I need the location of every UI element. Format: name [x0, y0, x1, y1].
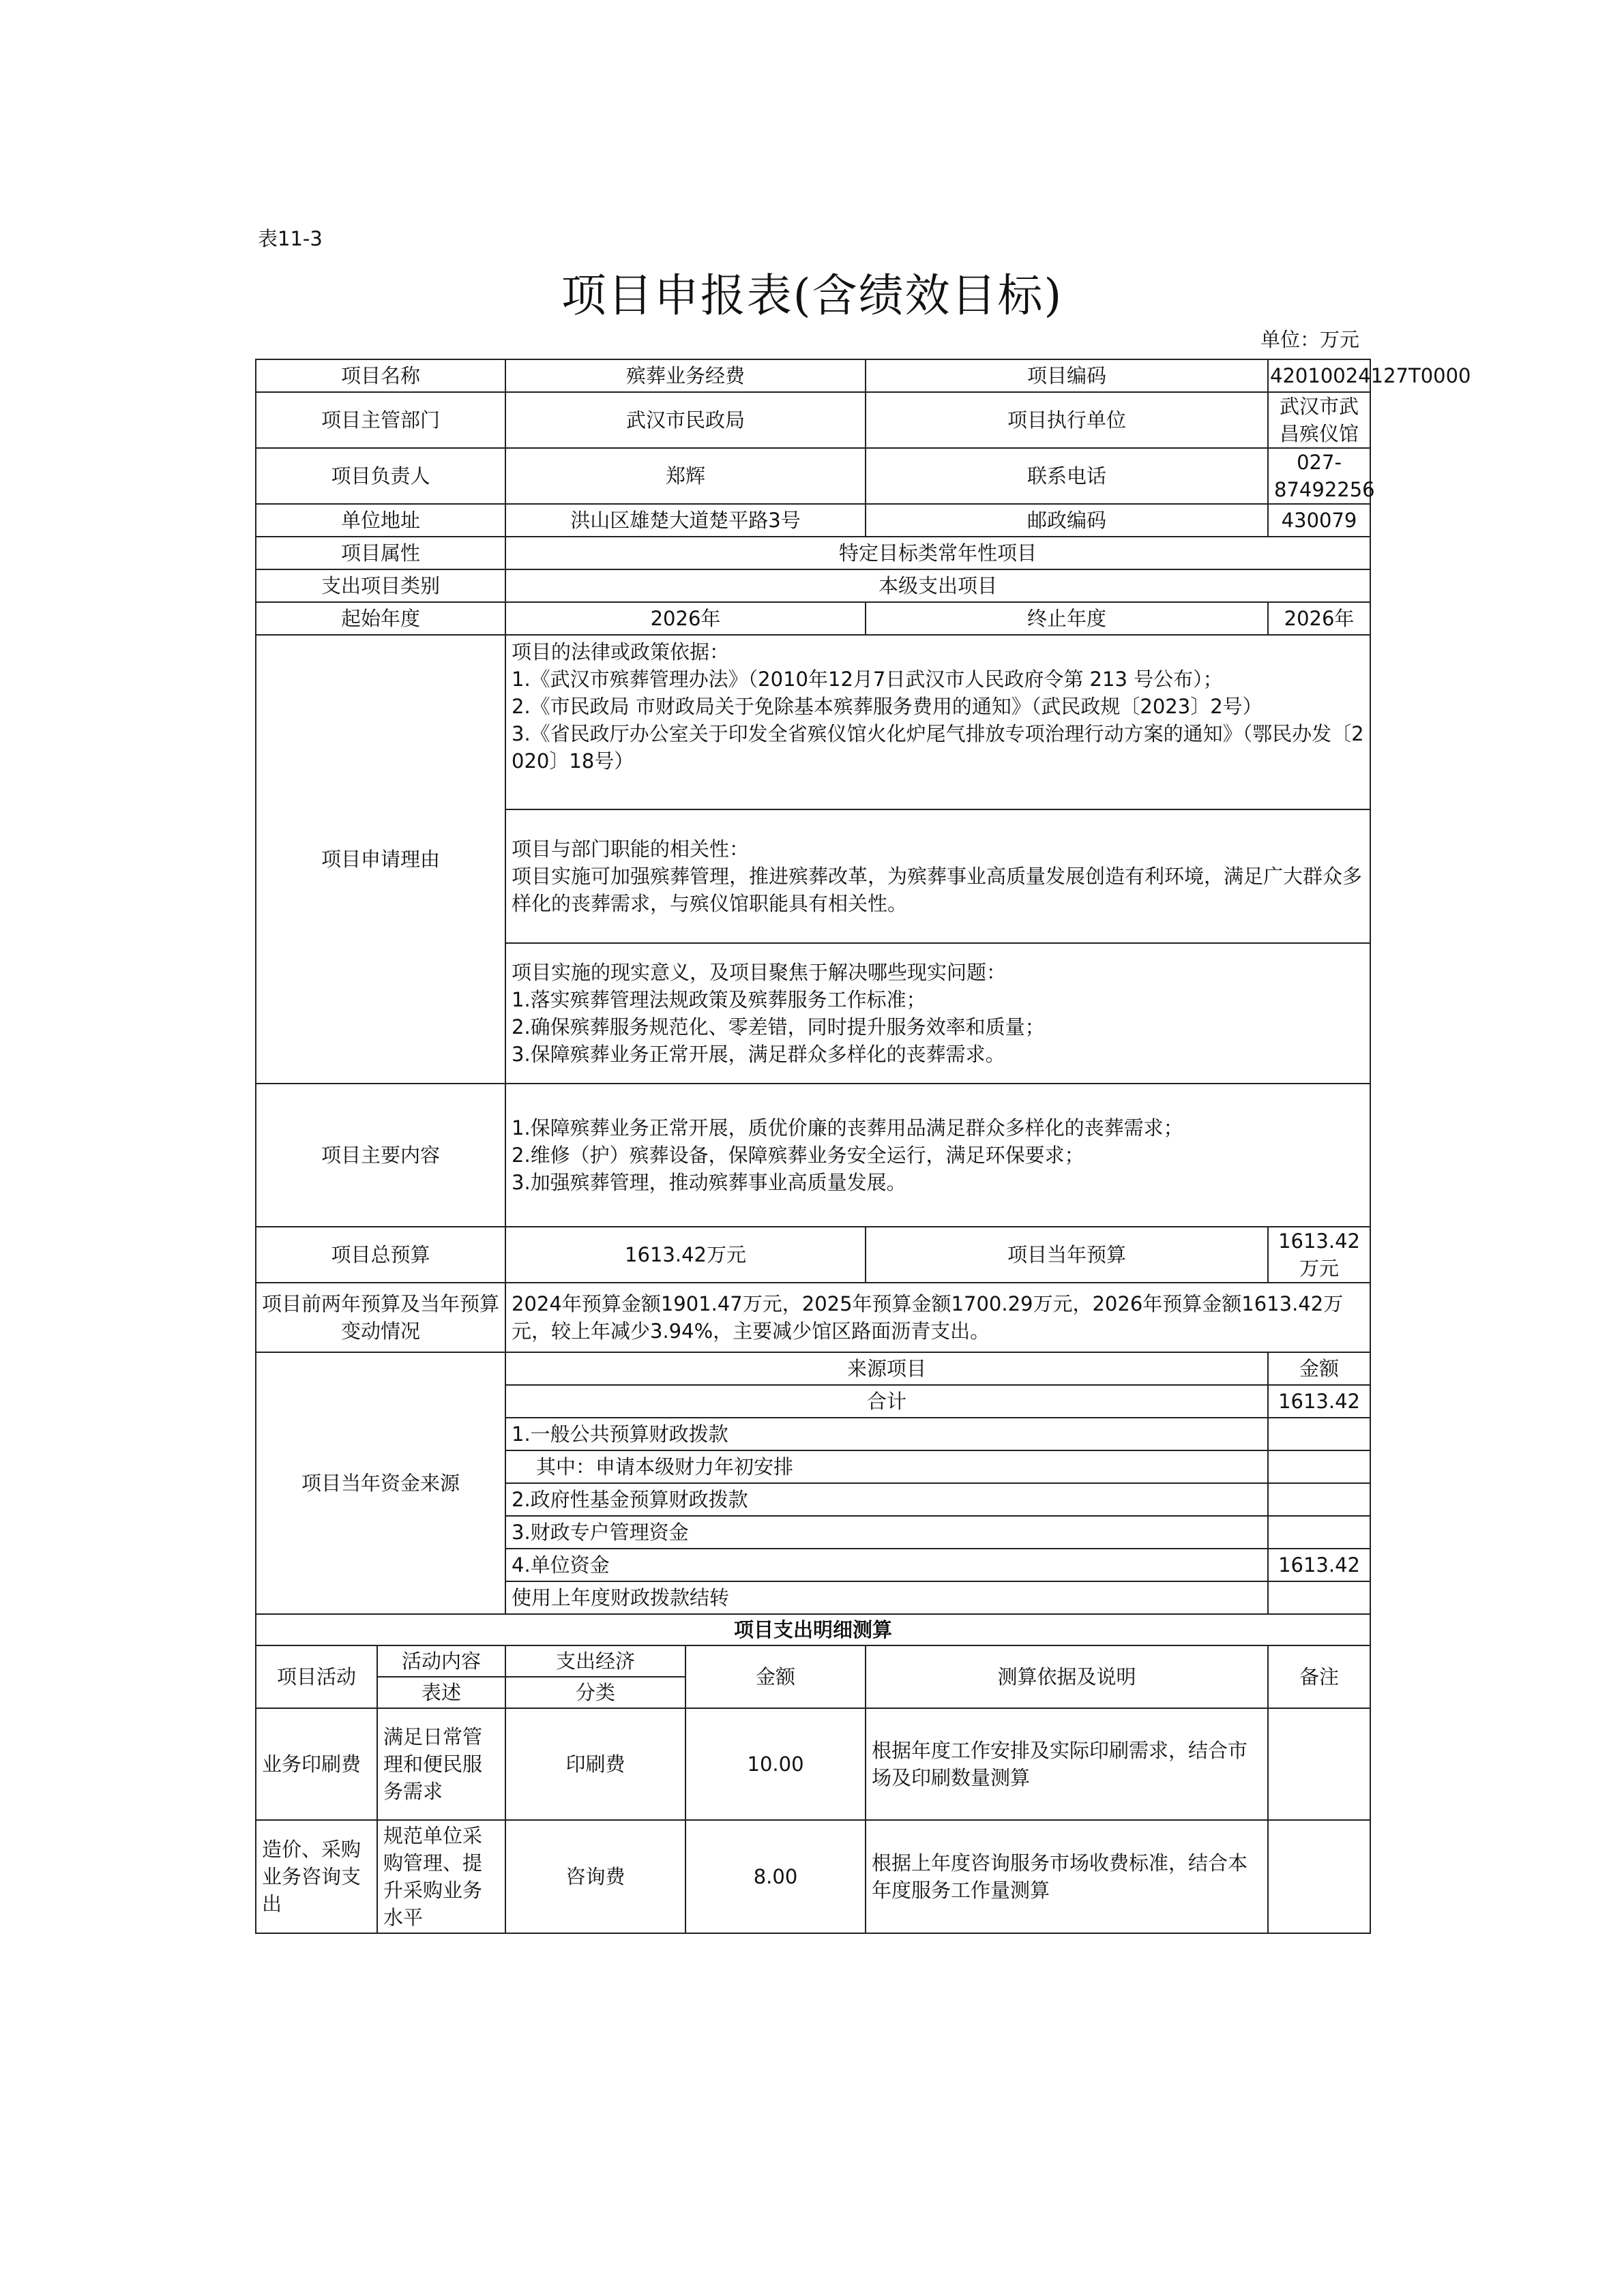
address-value: 洪山区雄楚大道楚平路3号 [505, 504, 866, 537]
legal-item-3: 3.《省民政厅办公室关于印发全省殡仪馆火化炉尾气排放专项治理行动方案的通知》（鄂民办发〔2020〕18号） [512, 722, 1364, 773]
phone-value: 027-87492256 [1268, 448, 1370, 504]
meaning-cell [505, 943, 1370, 1084]
type-label: 支出项目类别 [256, 569, 505, 602]
content-item-2: 2.维修（护）殡葬设备，保障殡葬业务安全运行，满足环保要求； [512, 1144, 1084, 1167]
funding-row-5: 使用上年度财政拨款结转 [505, 1581, 1268, 1614]
meaning-heading: 项目实施的现实意义，及项目聚焦于解决哪些现实问题： [512, 961, 1007, 984]
funding-col-amount: 金额 [1268, 1352, 1370, 1385]
current-budget-label: 项目当年预算 [866, 1227, 1268, 1283]
project-code-label: 项目编码 [866, 359, 1268, 392]
content-item-1: 1.保障殡葬业务正常开展，质优价廉的丧葬用品满足群众多样化的丧葬需求； [512, 1116, 1183, 1139]
funding-col-source: 来源项目 [505, 1352, 1268, 1385]
exec-unit-label: 项目执行单位 [866, 392, 1268, 448]
table-row [256, 1708, 1370, 1820]
detail-col-basis: 测算依据及说明 [866, 1645, 1268, 1708]
detail-amount: 10.00 [685, 1708, 866, 1820]
relevance-heading: 项目与部门职能的相关性： [512, 837, 750, 861]
detail-col-econ-1: 支出经济 [505, 1645, 685, 1677]
budget-change-text: 2024年预算金额1901.47万元，2025年预算金额1700.29万元，2026年预算金额1613.42万元，较上年减少3.94%，主要减少馆区路面沥青支出。 [505, 1283, 1370, 1352]
content-cell [505, 1084, 1370, 1227]
address-label: 单位地址 [256, 504, 505, 537]
start-year-label: 起始年度 [256, 602, 505, 635]
funding-row-1: 1.一般公共预算财政拨款 [505, 1418, 1268, 1450]
reason-label: 项目申请理由 [256, 635, 505, 1084]
legal-item-2: 2.《市民政局 市财政局关于免除基本殡葬服务费用的通知》（武民政规〔2023〕2号） [512, 695, 1263, 718]
current-budget-value: 1613.42万元 [1268, 1227, 1370, 1283]
funding-row-3: 3.财政专户管理资金 [505, 1516, 1268, 1549]
relevance-text: 项目实施可加强殡葬管理，推进殡葬改革，为殡葬事业高质量发展创造有利环境，满足广大群众多样化的丧葬需求，与殡仪馆职能具有相关性。 [512, 865, 1363, 915]
detail-activity: 造价、采购业务咨询支出 [256, 1820, 377, 1933]
zip-label: 邮政编码 [866, 504, 1268, 537]
total-budget-value: 1613.42万元 [505, 1227, 866, 1283]
detail-content: 规范单位采购管理、提升采购业务水平 [377, 1820, 505, 1933]
funding-row-4: 4.单位资金 [505, 1549, 1268, 1581]
funding-row-3-amount [1268, 1516, 1370, 1549]
detail-col-content-1: 活动内容 [377, 1645, 505, 1677]
funding-row-5-amount [1268, 1581, 1370, 1614]
detail-col-amount: 金额 [685, 1645, 866, 1708]
legal-basis-cell [505, 635, 1370, 809]
total-budget-label: 项目总预算 [256, 1227, 505, 1283]
funding-row-2-amount [1268, 1483, 1370, 1516]
dept-label: 项目主管部门 [256, 392, 505, 448]
table-row [256, 1820, 1370, 1933]
content-item-3: 3.加强殡葬管理，推动殡葬事业高质量发展。 [512, 1171, 906, 1194]
meaning-item-1: 1.落实殡葬管理法规政策及殡葬服务工作标准； [512, 988, 926, 1011]
zip-value: 430079 [1268, 504, 1370, 537]
meaning-item-3: 3.保障殡葬业务正常开展，满足群众多样化的丧葬需求。 [512, 1043, 1005, 1066]
meaning-item-2: 2.确保殡葬服务规范化、零差错，同时提升服务效率和质量； [512, 1015, 1045, 1039]
legal-heading: 项目的法律或政策依据： [512, 640, 730, 664]
end-year-value: 2026年 [1268, 602, 1370, 635]
detail-heading: 项目支出明细测算 [256, 1614, 1370, 1645]
attr-label: 项目属性 [256, 537, 505, 569]
exec-unit-value: 武汉市武昌殡仪馆 [1268, 392, 1370, 448]
funding-label: 项目当年资金来源 [256, 1352, 505, 1614]
project-code-value: 42010024127T0000 [1268, 359, 1370, 392]
project-application-table [255, 359, 1471, 1934]
project-name-label: 项目名称 [256, 359, 505, 392]
funding-row-2: 2.政府性基金预算财政拨款 [505, 1483, 1268, 1516]
detail-basis: 根据年度工作安排及实际印刷需求，结合市场及印刷数量测算 [866, 1708, 1268, 1820]
detail-basis: 根据上年度咨询服务市场收费标准，结合本年度服务工作量测算 [866, 1820, 1268, 1933]
unit-label: 单位：万元 [1260, 328, 1359, 351]
detail-amount: 8.00 [685, 1820, 866, 1933]
table-number: 表11-3 [258, 227, 323, 250]
project-name-value: 殡葬业务经费 [505, 359, 866, 392]
funding-row-1-amount [1268, 1418, 1370, 1450]
funding-total-label: 合计 [505, 1385, 1268, 1418]
detail-note [1268, 1820, 1370, 1933]
content-label: 项目主要内容 [256, 1084, 505, 1227]
relevance-cell [505, 809, 1370, 943]
funding-row-4-amount: 1613.42 [1268, 1549, 1370, 1581]
detail-col-note: 备注 [1268, 1645, 1370, 1708]
detail-econ: 咨询费 [505, 1820, 685, 1933]
budget-change-label: 项目前两年预算及当年预算变动情况 [256, 1283, 505, 1352]
detail-econ: 印刷费 [505, 1708, 685, 1820]
owner-value: 郑辉 [505, 448, 866, 504]
page-title: 项目申报表(含绩效目标) [561, 269, 1063, 322]
legal-item-1: 1.《武汉市殡葬管理办法》（2010年12月7日武汉市人民政府令第 213 号公布）； [512, 668, 1223, 691]
funding-total-value: 1613.42 [1268, 1385, 1370, 1418]
detail-content: 满足日常管理和便民服务需求 [377, 1708, 505, 1820]
owner-label: 项目负责人 [256, 448, 505, 504]
detail-col-content-2: 表述 [377, 1677, 505, 1708]
type-value: 本级支出项目 [505, 569, 1370, 602]
detail-note [1268, 1708, 1370, 1820]
detail-col-activity: 项目活动 [256, 1645, 377, 1708]
funding-row-1a-amount [1268, 1450, 1370, 1483]
detail-activity: 业务印刷费 [256, 1708, 377, 1820]
dept-value: 武汉市民政局 [505, 392, 866, 448]
attr-value: 特定目标类常年性项目 [505, 537, 1370, 569]
funding-row-1a: 其中：申请本级财力年初安排 [505, 1450, 1268, 1483]
end-year-label: 终止年度 [866, 602, 1268, 635]
start-year-value: 2026年 [505, 602, 866, 635]
detail-col-econ-2: 分类 [505, 1677, 685, 1708]
phone-label: 联系电话 [866, 448, 1268, 504]
